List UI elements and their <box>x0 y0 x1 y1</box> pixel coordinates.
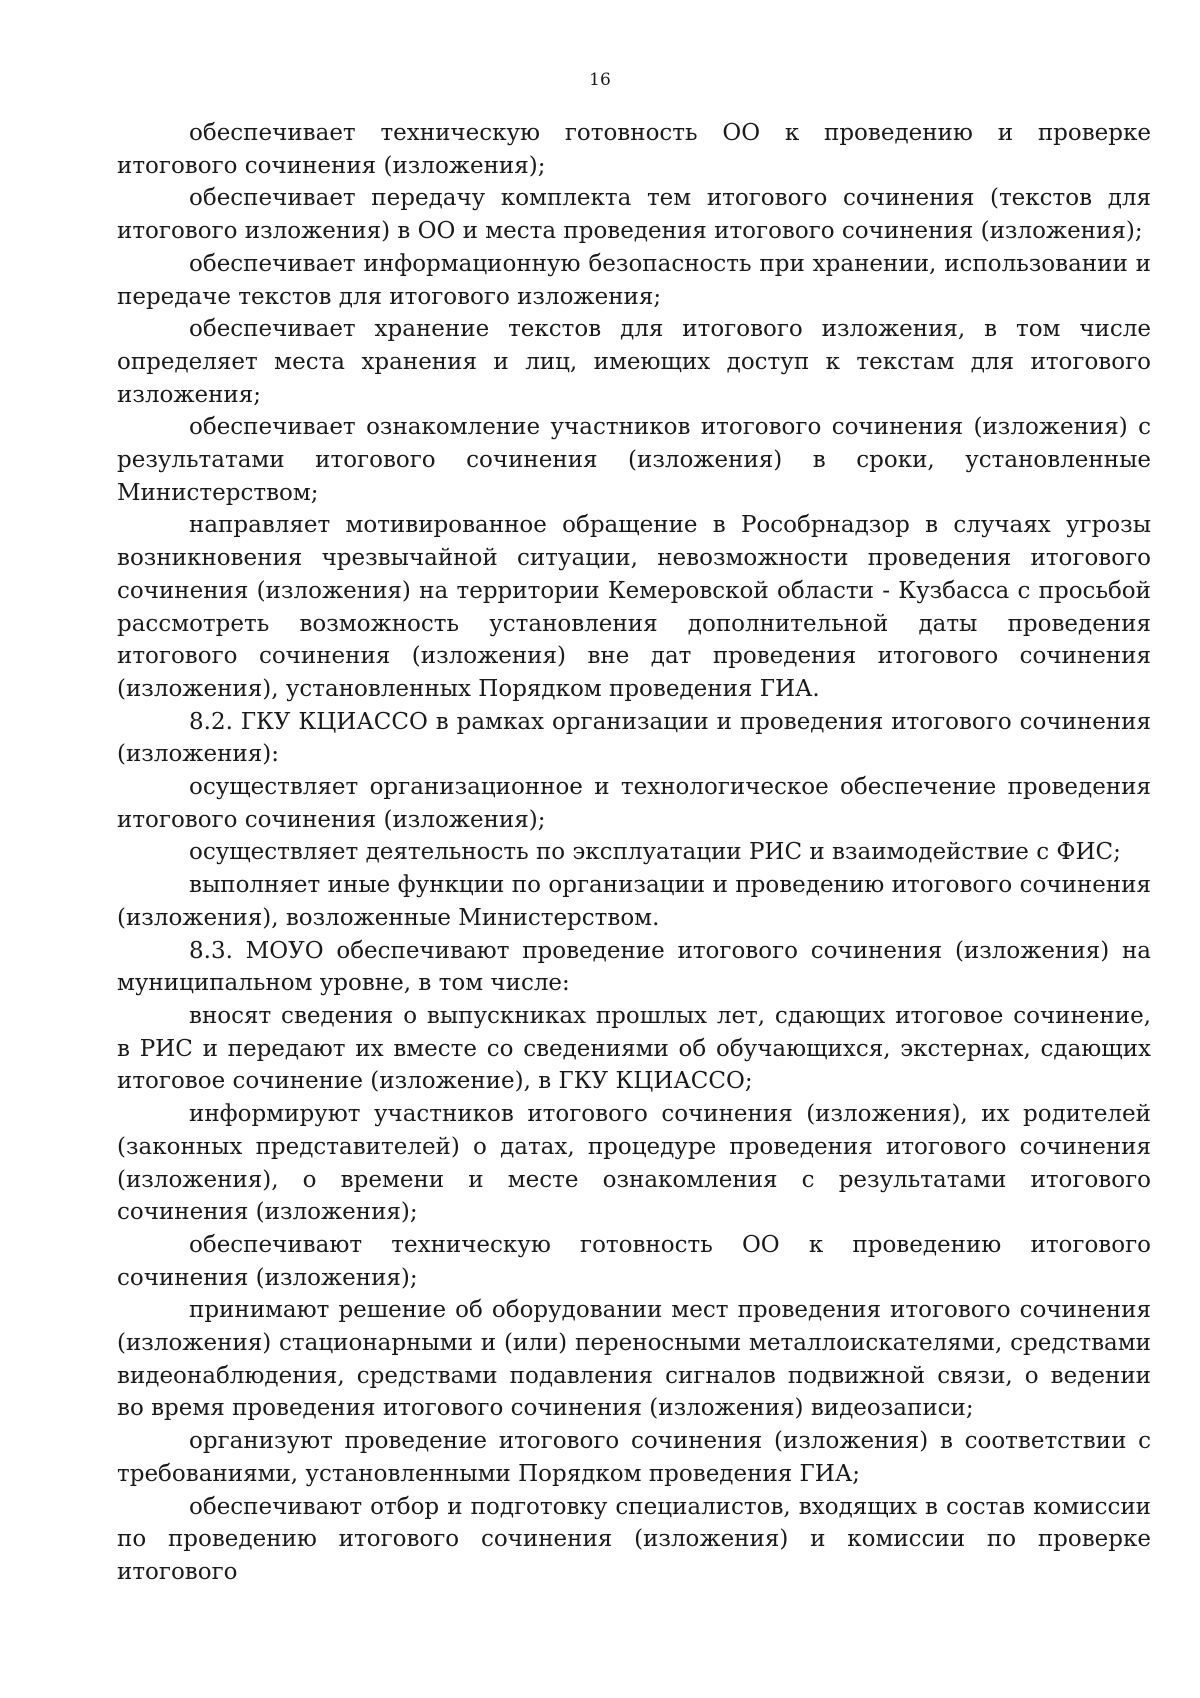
paragraph: обеспечивают техническую готовность ОО к проведению итогового сочинения (изложения); <box>117 1231 1151 1291</box>
paragraph: направляет мотивированное обращение в Рособрнадзор в случаях угрозы возникновения чрезвычайной ситуации, невозможности проведения итогового сочинения (изложения) на территории Кемеровской области - Кузбасса с просьбой рассмотреть возможность установления дополнительной даты проведения итогового сочинения (изложения) вне дат проведения итогового сочинения (изложения), установленных Порядком проведения ГИА. <box>117 512 1151 702</box>
paragraph: обеспечивает информационную безопасность при хранении, использовании и передаче текстов для итогового изложения; <box>117 250 1151 310</box>
paragraph: информируют участников итогового сочинения (изложения), их родителей (законных представителей) о датах, процедуре проведения итогового сочинения (изложения), о времени и месте ознакомления с результатами итогового сочинения (изложения); <box>117 1101 1151 1226</box>
paragraph: обеспечивают отбор и подготовку специалистов, входящих в состав комиссии по проведению итогового сочинения (изложения) и комиссии по проверке итогового <box>117 1493 1151 1585</box>
paragraph: обеспечивает ознакомление участников итогового сочинения (изложения) с результатами итогового сочинения (изложения) в сроки, установленные Министерством; <box>117 414 1151 506</box>
paragraph: принимают решение об оборудовании мест проведения итогового сочинения (изложения) стационарными и (или) переносными металлоискателями, средствами видеонаблюдения, средствами подавления сигналов подвижной связи, о ведении во время проведения итогового сочинения (изложения) видеозаписи; <box>117 1297 1151 1422</box>
paragraph: обеспечивает техническую готовность ОО к проведению и проверке итогового сочинения (изложения); <box>117 120 1151 179</box>
paragraph: выполняет иные функции по организации и проведению итогового сочинения (изложения), возложенные Министерством. <box>117 872 1151 931</box>
section-heading-8-3: 8.3. МОУО обеспечивают проведение итогового сочинения (изложения) на муниципальном уровне, в том числе: <box>117 937 1151 997</box>
paragraph: обеспечивает хранение текстов для итогового изложения, в том числе определяет места хранения и лиц, имеющих доступ к текстам для итогового изложения; <box>117 316 1151 408</box>
paragraph: организуют проведение итогового сочинения (изложения) в соответствии с требованиями, установленными Порядком проведения ГИА; <box>117 1428 1151 1487</box>
page-number: 16 <box>589 70 611 90</box>
paragraph: вносят сведения о выпускниках прошлых лет, сдающих итоговое сочинение, в РИС и передают их вместе со сведениями об обучающихся, экстернах, сдающих итоговое сочинение (изложение), в ГКУ КЦИАССО; <box>117 1002 1151 1095</box>
section-heading-8-2: 8.2. ГКУ КЦИАССО в рамках организации и проведения итогового сочинения (изложения): <box>117 708 1151 768</box>
paragraph: осуществляет деятельность по эксплуатации РИС и взаимодействие с ФИС; <box>189 839 1121 866</box>
paragraph: обеспечивает передачу комплекта тем итогового сочинения (текстов для итогового изложения) в ОО и места проведения итогового сочинения (изложения); <box>117 185 1151 245</box>
paragraph: осуществляет организационное и технологическое обеспечение проведения итогового сочинения (изложения); <box>117 774 1151 833</box>
document-body <box>117 117 1151 1589</box>
